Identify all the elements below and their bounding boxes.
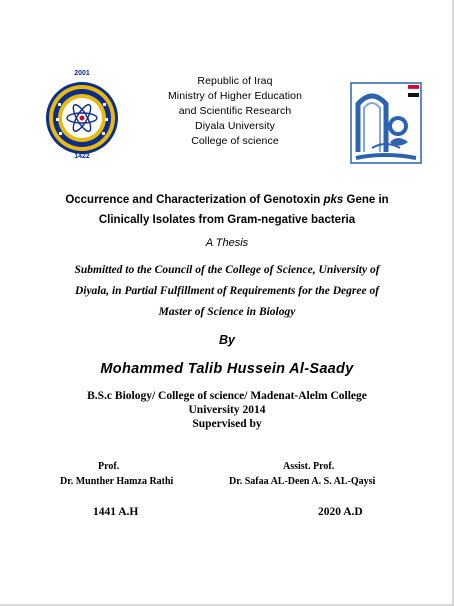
degree-line2: University 2014 (188, 404, 266, 416)
submission-line1: Submitted to the Council of the College of Science, University of (74, 264, 380, 276)
header-ministry-cont: and Scientific Research (178, 105, 292, 117)
supervisor-left-name: Dr. Munther Hamza Rathi (60, 476, 174, 487)
university-seal-icon (44, 70, 120, 162)
header-university: Diyala University (195, 120, 275, 132)
date-hijri: 1441 A.H (93, 506, 139, 518)
supervisor-right-rank: Assist. Prof. (283, 461, 335, 472)
author-name: Mohammed Talib Hussein Al-Saady (100, 361, 354, 377)
by-label: By (219, 333, 235, 347)
diyala-emblem-logo (350, 82, 422, 164)
title-gene-name: pks (323, 194, 344, 206)
degree-line1: B.S.c Biology/ College of science/ Madenat-Alelm College (87, 390, 367, 402)
seal-bottom-number: 1422 (74, 153, 90, 160)
submission-line3: Master of Science in Biology (158, 306, 296, 318)
supervisor-left-rank: Prof. (98, 461, 120, 472)
thesis-title-line1 (20, 194, 434, 206)
title-part-post: Gene in (343, 194, 389, 206)
seal-top-number: 2001 (74, 70, 90, 77)
title-part-pre: Occurrence and Characterization of Genotoxin (65, 194, 324, 206)
diyala-emblem-icon (350, 82, 422, 164)
header-country: Republic of Iraq (197, 75, 273, 87)
supervisor-right-name: Dr. Safaa AL-Deen A. S. AL-Qaysi (229, 476, 376, 487)
submission-line2: Diyala, in Partial Fulfillment of Requirements for the Degree of (74, 285, 380, 297)
header-college: College of science (191, 135, 279, 147)
thesis-title-line2: Clinically Isolates from Gram-negative bacteria (98, 214, 356, 226)
university-seal-logo (44, 70, 120, 162)
date-gregorian: 2020 A.D (318, 506, 363, 518)
thesis-label: A Thesis (205, 237, 249, 249)
header-ministry: Ministry of Higher Education (167, 90, 303, 102)
supervised-label: Supervised by (192, 418, 262, 430)
